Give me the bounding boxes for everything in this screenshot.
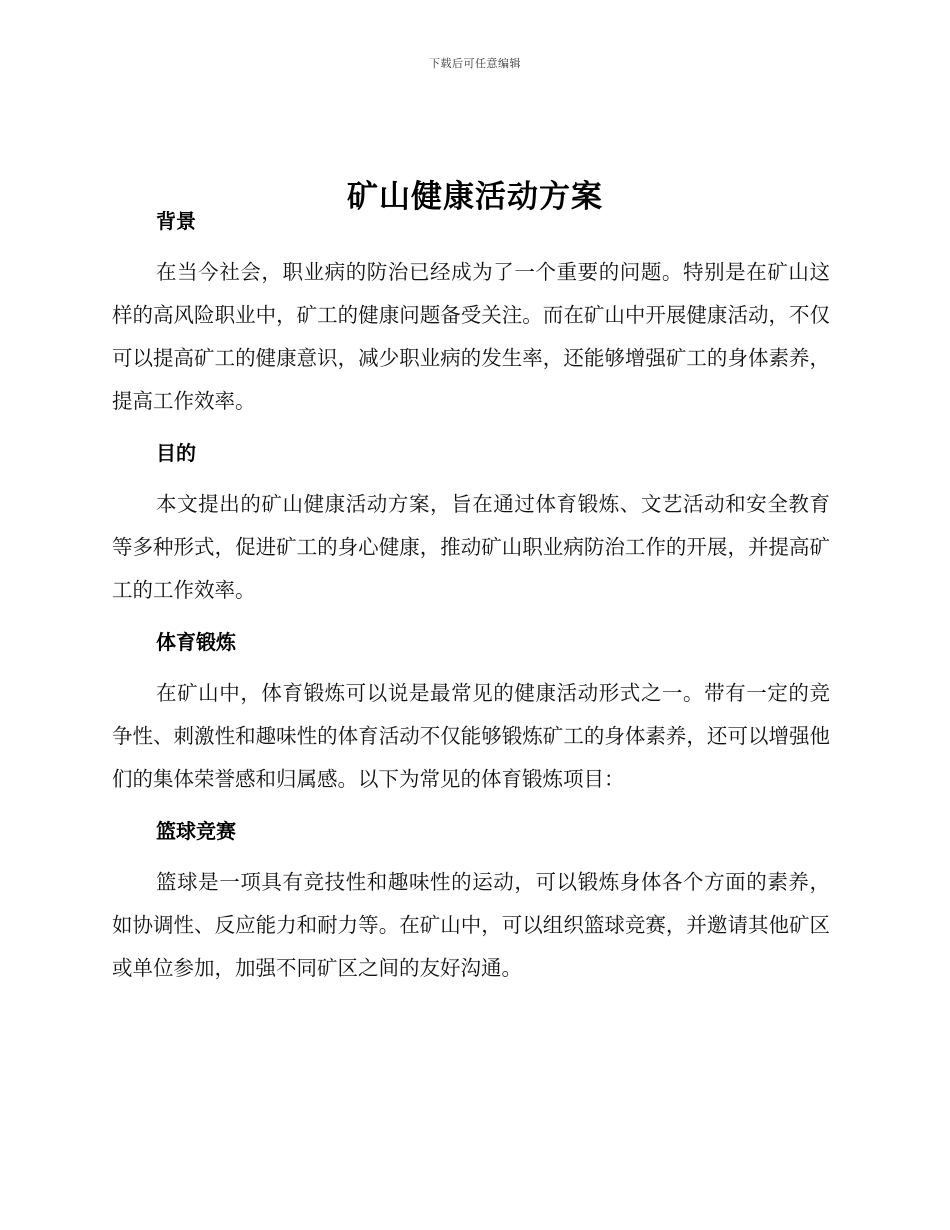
- section-paragraph: 在当今社会，职业病的防治已经成为了一个重要的问题。特别是在矿山这样的高风险职业中，矿工的健康问题备受关注。而在矿山中开展健康活动，不仅可以提高矿工的健康意识，减少职业病的发生率，还能够增强矿工的身体素养，提高工作效率。: [112, 260, 830, 413]
- document-title: 矿山健康活动方案: [347, 178, 603, 215]
- section-physical-exercise: [112, 626, 830, 815]
- section-heading: 体育锻炼: [156, 630, 236, 654]
- page-header-note: 下载后可任意编辑: [429, 57, 521, 70]
- document-body: [112, 205, 830, 990]
- section-background: [112, 205, 830, 437]
- section-paragraph: 在矿山中，体育锻炼可以说是最常见的健康活动形式之一。带有一定的竞争性、刺激性和趣味性的体育活动不仅能够锻炼矿工的身体素养，还可以增强他们的集体荣誉感和归属感。以下为常见的体育锻炼项目：: [112, 681, 830, 791]
- section-heading: 篮球竞赛: [156, 819, 236, 843]
- section-purpose: [112, 437, 830, 626]
- section-paragraph: 篮球是一项具有竞技性和趣味性的运动，可以锻炼身体各个方面的素养，如协调性、反应能力和耐力等。在矿山中，可以组织篮球竞赛，并邀请其他矿区或单位参加，加强不同矿区之间的友好沟通。: [112, 870, 830, 980]
- section-paragraph: 本文提出的矿山健康活动方案，旨在通过体育锻炼、文艺活动和安全教育等多种形式，促进矿工的身心健康，推动矿山职业病防治工作的开展，并提高矿工的工作效率。: [112, 492, 830, 602]
- section-basketball: [112, 815, 830, 990]
- section-heading: 背景: [156, 209, 196, 233]
- section-heading: 目的: [156, 441, 196, 465]
